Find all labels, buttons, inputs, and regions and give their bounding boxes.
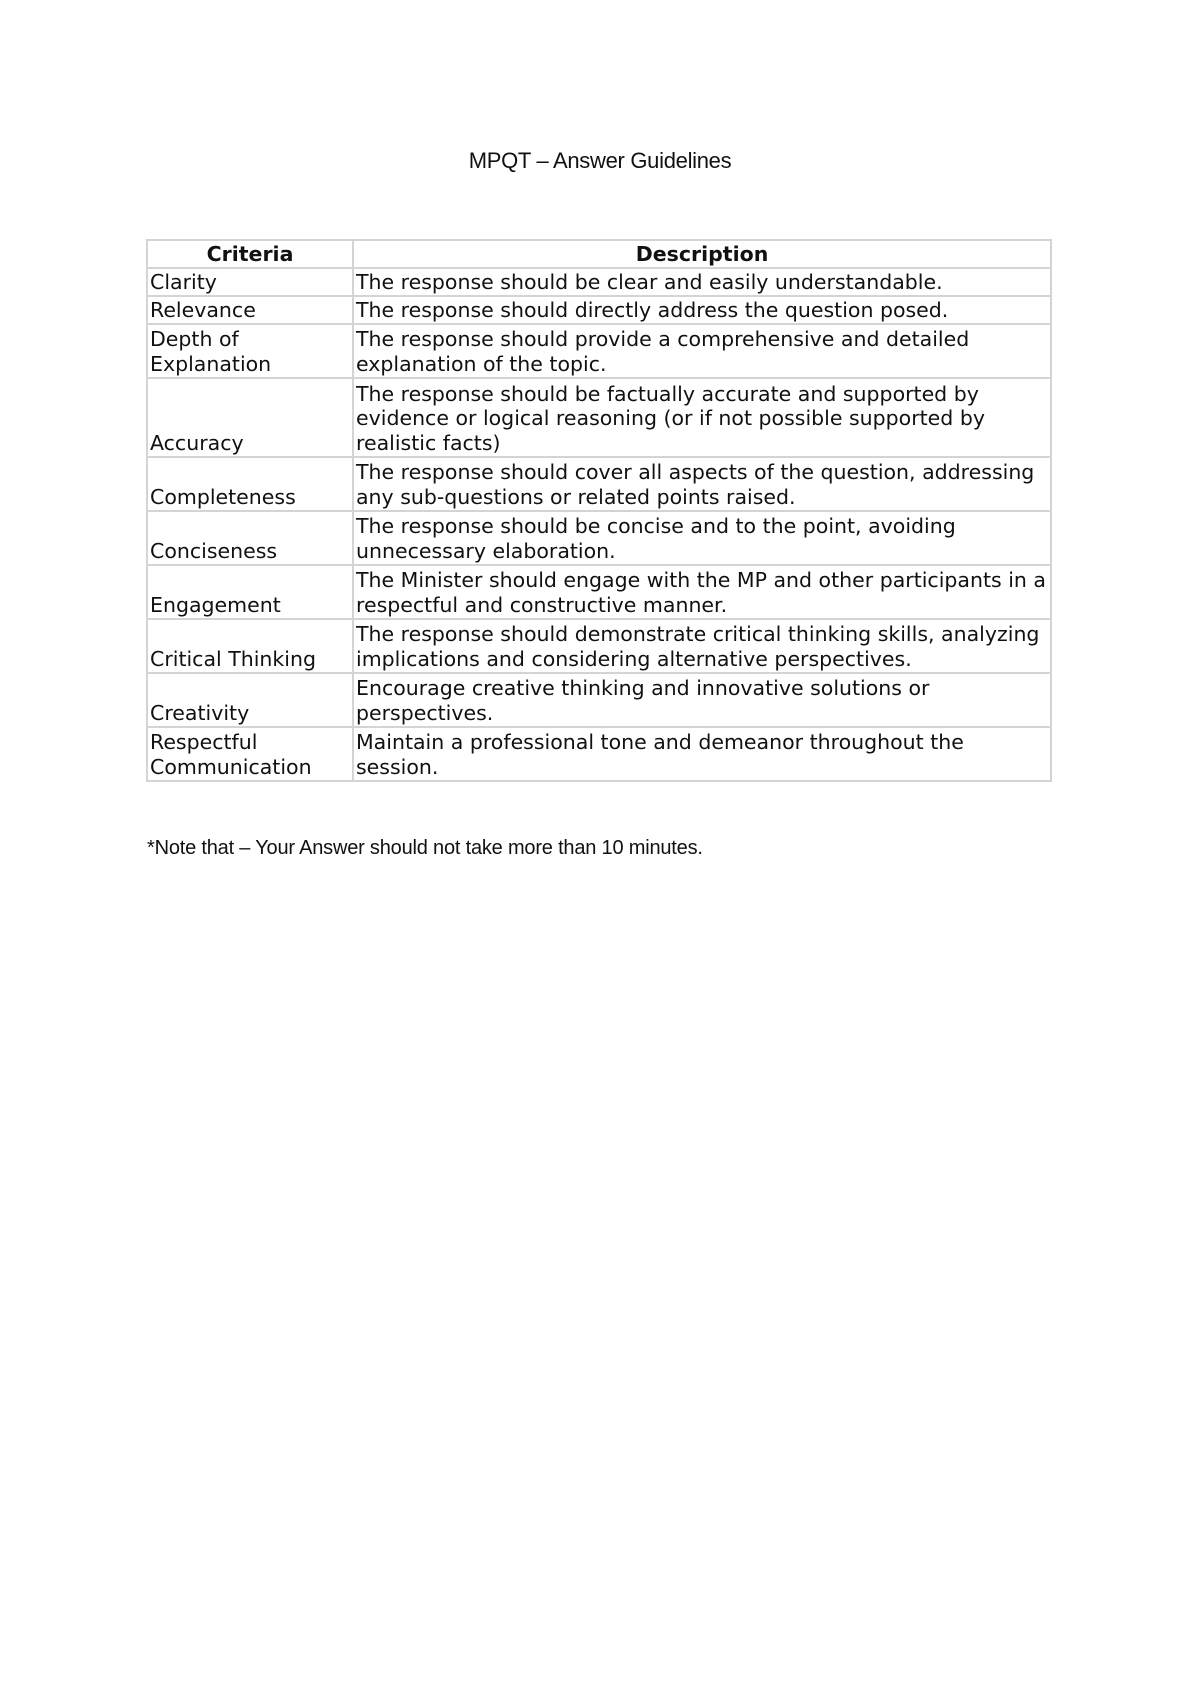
description-cell: The response should demonstrate critical thinking skills, analyzing implications and considering alternative perspectives. <box>353 619 1051 673</box>
description-cell: The response should provide a comprehensive and detailed explanation of the topic. <box>353 324 1051 378</box>
description-cell: The response should cover all aspects of the question, addressing any sub-questions or related points raised. <box>353 457 1051 511</box>
table-row <box>147 378 1051 457</box>
table-row <box>147 296 1051 324</box>
criteria-cell: Creativity <box>147 673 353 727</box>
header-criteria: Criteria <box>147 240 353 268</box>
criteria-cell: Engagement <box>147 565 353 619</box>
table-row <box>147 457 1051 511</box>
description-cell: The response should be factually accurate and supported by evidence or logical reasoning (or if not possible supported by realistic facts) <box>353 378 1051 457</box>
criteria-cell: Clarity <box>147 268 353 296</box>
table-row <box>147 727 1051 781</box>
document-title: MPQT – Answer Guidelines <box>468 148 732 173</box>
table-row <box>147 565 1051 619</box>
criteria-cell: Conciseness <box>147 511 353 565</box>
description-cell: The response should be clear and easily understandable. <box>353 268 1051 296</box>
table-row <box>147 673 1051 727</box>
criteria-cell: Accuracy <box>147 378 353 457</box>
table-header-row <box>147 240 1051 268</box>
description-cell: The Minister should engage with the MP and other participants in a respectful and constructive manner. <box>353 565 1051 619</box>
description-cell: The response should be concise and to the point, avoiding unnecessary elaboration. <box>353 511 1051 565</box>
criteria-cell: Depth of Explanation <box>147 324 353 378</box>
criteria-cell: Respectful Communication <box>147 727 353 781</box>
header-description: Description <box>353 240 1051 268</box>
criteria-cell: Relevance <box>147 296 353 324</box>
table-row <box>147 268 1051 296</box>
table-row <box>147 324 1051 378</box>
table-row <box>147 619 1051 673</box>
description-cell: Maintain a professional tone and demeanor throughout the session. <box>353 727 1051 781</box>
description-cell: The response should directly address the question posed. <box>353 296 1051 324</box>
description-cell: Encourage creative thinking and innovative solutions or perspectives. <box>353 673 1051 727</box>
table-row <box>147 511 1051 565</box>
criteria-table <box>146 239 1052 782</box>
criteria-cell: Critical Thinking <box>147 619 353 673</box>
criteria-cell: Completeness <box>147 457 353 511</box>
time-limit-note: *Note that – Your Answer should not take more than 10 minutes. <box>147 837 703 859</box>
